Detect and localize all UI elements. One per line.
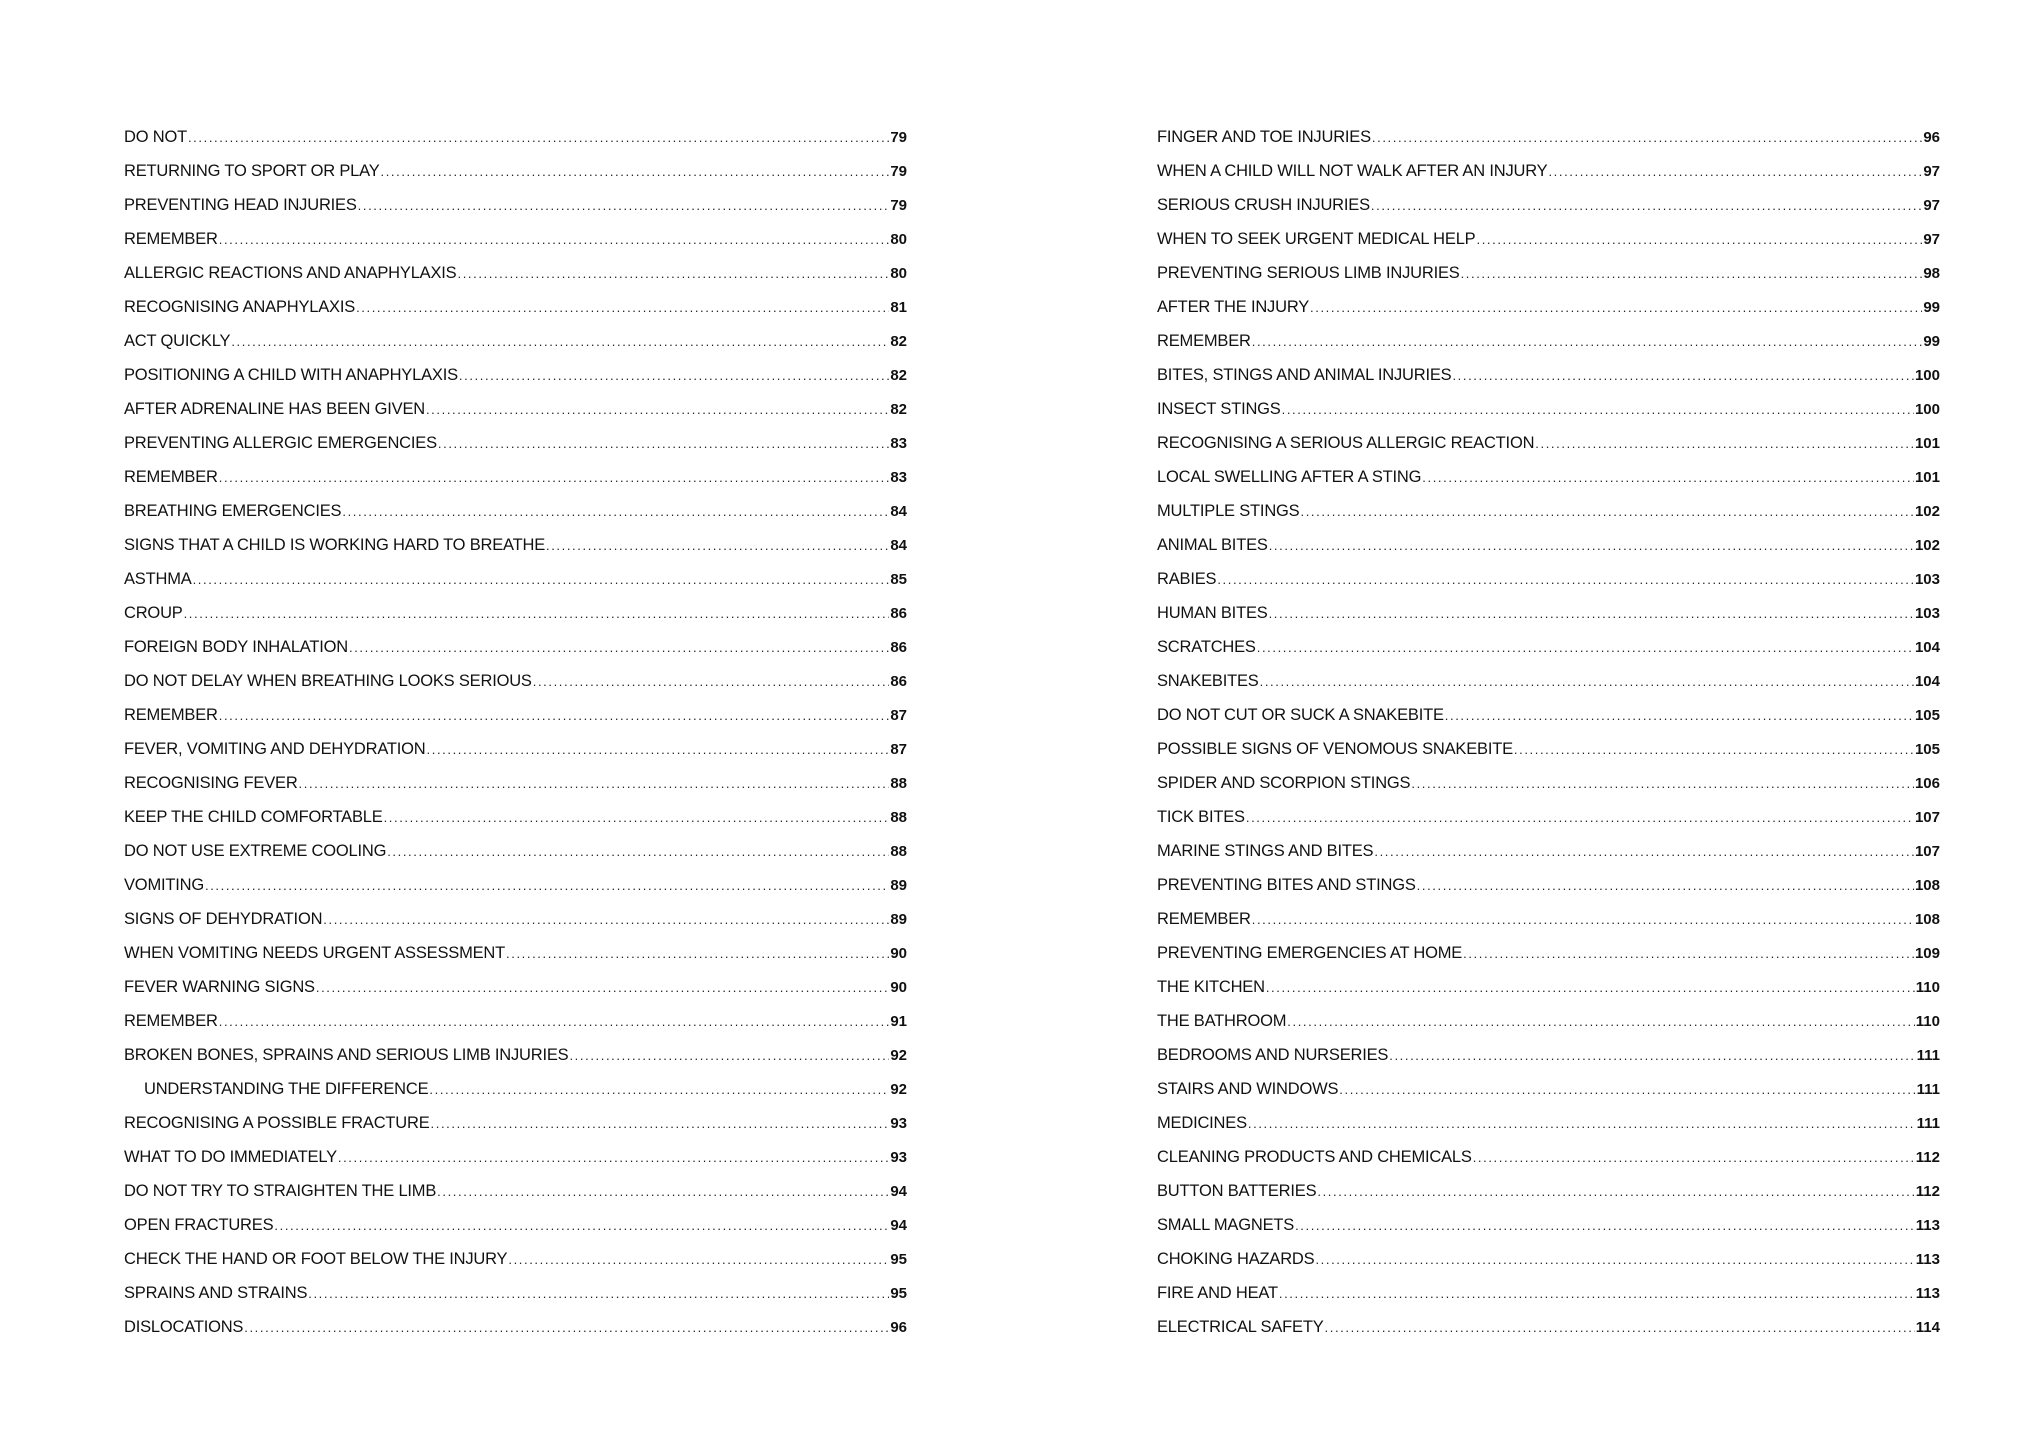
toc-entry[interactable]	[1157, 1208, 1940, 1242]
toc-entry-title: ANIMAL BITES	[1157, 536, 1268, 554]
toc-entry-title: CLEANING PRODUCTS AND CHEMICALS	[1157, 1148, 1472, 1166]
toc-entry-page-number: 94	[890, 1183, 907, 1200]
toc-entry-title: SPRAINS AND STRAINS	[124, 1284, 308, 1302]
toc-entry-page-number: 105	[1914, 741, 1940, 758]
dot-leader	[1310, 291, 1922, 325]
toc-entry[interactable]	[1157, 630, 1940, 664]
toc-entry-title: REMEMBER	[1157, 332, 1251, 350]
toc-entry-title: ELECTRICAL SAFETY	[1157, 1318, 1324, 1336]
toc-entry-page-number: 79	[890, 163, 907, 180]
dot-leader	[1463, 937, 1914, 971]
toc-entry-page-number: 79	[890, 129, 907, 146]
toc-entry-title: WHEN A CHILD WILL NOT WALK AFTER AN INJURY	[1157, 162, 1548, 180]
toc-entry-page-number: 95	[890, 1251, 907, 1268]
toc-entry[interactable]	[1157, 800, 1940, 834]
toc-entry-title: CHOKING HAZARDS	[1157, 1250, 1315, 1268]
dot-leader	[356, 291, 889, 325]
toc-entry-title: WHEN TO SEEK URGENT MEDICAL HELP	[1157, 230, 1476, 248]
dot-leader	[431, 1107, 890, 1141]
toc-entry-title: FOREIGN BODY INHALATION	[124, 638, 348, 656]
toc-entry-title: INSECT STINGS	[1157, 400, 1281, 418]
toc-entry[interactable]	[124, 154, 907, 188]
toc-entry-page-number: 105	[1914, 707, 1940, 724]
toc-entry[interactable]	[1157, 358, 1940, 392]
dot-leader	[438, 427, 889, 461]
dot-leader	[308, 1277, 889, 1311]
dot-leader	[1287, 1005, 1915, 1039]
toc-entry-title: REMEMBER	[124, 468, 218, 486]
toc-entry-title: DO NOT TRY TO STRAIGHTEN THE LIMB	[124, 1182, 437, 1200]
toc-entry-title: SIGNS THAT A CHILD IS WORKING HARD TO BREATHE	[124, 536, 545, 554]
toc-entry-title: LOCAL SWELLING AFTER A STING	[1157, 468, 1422, 486]
toc-entry-page-number: 80	[890, 231, 907, 248]
toc-entry-page-number: 101	[1914, 469, 1940, 486]
dot-leader	[274, 1209, 889, 1243]
toc-entry-page-number: 113	[1915, 1285, 1940, 1302]
toc-entry-page-number: 111	[1916, 1115, 1940, 1132]
toc-entry[interactable]	[1157, 1038, 1940, 1072]
dot-leader	[1260, 665, 1914, 699]
toc-entry-page-number: 88	[890, 775, 907, 792]
toc-entry-title: DO NOT USE EXTREME COOLING	[124, 842, 387, 860]
dot-leader	[533, 665, 890, 699]
toc-entry[interactable]	[1157, 596, 1940, 630]
toc-entry-page-number: 106	[1914, 775, 1940, 792]
toc-entry-page-number: 103	[1914, 571, 1940, 588]
toc-entry[interactable]	[1157, 290, 1940, 324]
toc-entry[interactable]	[124, 1310, 907, 1344]
toc-entry[interactable]	[1157, 1004, 1940, 1038]
toc-entry-title: RECOGNISING A POSSIBLE FRACTURE	[124, 1114, 430, 1132]
toc-entry[interactable]	[124, 222, 907, 256]
dot-leader	[1317, 1175, 1914, 1209]
toc-entry-page-number: 92	[890, 1081, 907, 1098]
toc-entry-page-number: 79	[890, 197, 907, 214]
toc-entry[interactable]	[124, 358, 907, 392]
dot-leader	[1461, 257, 1923, 291]
toc-entry-title: PREVENTING SERIOUS LIMB INJURIES	[1157, 264, 1460, 282]
toc-entry-title: PREVENTING BITES AND STINGS	[1157, 876, 1416, 894]
toc-entry-title: MEDICINES	[1157, 1114, 1247, 1132]
toc-entry-title: HUMAN BITES	[1157, 604, 1268, 622]
toc-entry-title: FEVER WARNING SIGNS	[124, 978, 315, 996]
toc-entry[interactable]	[1157, 732, 1940, 766]
toc-entry-page-number: 111	[1916, 1081, 1940, 1098]
toc-entry-title: PREVENTING EMERGENCIES AT HOME	[1157, 944, 1463, 962]
toc-entry-page-number: 112	[1915, 1149, 1940, 1166]
toc-entry[interactable]	[1157, 936, 1940, 970]
toc-entry-page-number: 83	[890, 435, 907, 452]
toc-entry-page-number: 86	[890, 639, 907, 656]
dot-leader	[1535, 427, 1914, 461]
toc-entry-page-number: 114	[1915, 1319, 1940, 1336]
toc-entry-page-number: 83	[890, 469, 907, 486]
toc-entry-title: KEEP THE CHILD COMFORTABLE	[124, 808, 383, 826]
toc-entry-title: POSSIBLE SIGNS OF VENOMOUS SNAKEBITE	[1157, 740, 1513, 758]
dot-leader	[1389, 1039, 1915, 1073]
toc-entry[interactable]	[1157, 494, 1940, 528]
toc-entry[interactable]	[1157, 664, 1940, 698]
dot-leader	[1339, 1073, 1915, 1107]
toc-entry[interactable]	[1157, 1072, 1940, 1106]
toc-entry[interactable]	[124, 290, 907, 324]
toc-entry[interactable]	[124, 1072, 907, 1106]
toc-entry[interactable]	[1157, 426, 1940, 460]
toc-entry-title: CHECK THE HAND OR FOOT BELOW THE INJURY	[124, 1250, 508, 1268]
dot-leader	[429, 1073, 889, 1107]
toc-entry-page-number: 88	[890, 843, 907, 860]
toc-entry-page-number: 100	[1914, 367, 1940, 384]
toc-entry[interactable]	[1157, 902, 1940, 936]
toc-entry-page-number: 103	[1914, 605, 1940, 622]
toc-entry-page-number: 96	[1923, 129, 1940, 146]
toc-entry[interactable]	[124, 460, 907, 494]
toc-entry[interactable]	[1157, 1140, 1940, 1174]
dot-leader	[349, 631, 889, 665]
toc-entry-title: RECOGNISING ANAPHYLAXIS	[124, 298, 356, 316]
toc-entry-page-number: 99	[1923, 299, 1940, 316]
toc-entry-title: WHAT TO DO IMMEDIATELY	[124, 1148, 337, 1166]
toc-entry[interactable]	[124, 936, 907, 970]
dot-leader	[1269, 597, 1914, 631]
toc-entry-title: CROUP	[124, 604, 183, 622]
toc-entry-page-number: 86	[890, 673, 907, 690]
toc-entry-title: STAIRS AND WINDOWS	[1157, 1080, 1339, 1098]
toc-entry[interactable]	[124, 256, 907, 290]
dot-leader	[546, 529, 889, 563]
dot-leader	[384, 801, 890, 835]
toc-entry[interactable]	[124, 902, 907, 936]
dot-leader	[1217, 563, 1914, 597]
toc-entry[interactable]	[124, 324, 907, 358]
toc-entry-title: MULTIPLE STINGS	[1157, 502, 1300, 520]
toc-entry-title: BROKEN BONES, SPRAINS AND SERIOUS LIMB INJURIES	[124, 1046, 569, 1064]
toc-entry-title: ASTHMA	[124, 570, 192, 588]
toc-entry[interactable]	[124, 800, 907, 834]
toc-entry-title: THE BATHROOM	[1157, 1012, 1287, 1030]
dot-leader	[1252, 903, 1914, 937]
dot-leader	[1473, 1141, 1915, 1175]
dot-leader	[506, 937, 889, 971]
dot-leader	[1422, 461, 1914, 495]
dot-leader	[338, 1141, 889, 1175]
toc-entry[interactable]	[1157, 970, 1940, 1004]
toc-entry-page-number: 93	[890, 1149, 907, 1166]
toc-entry-title: MARINE STINGS AND BITES	[1157, 842, 1374, 860]
toc-entry-title: RECOGNISING FEVER	[124, 774, 298, 792]
toc-entry[interactable]	[1157, 528, 1940, 562]
toc-entry-title: FEVER, VOMITING AND DEHYDRATION	[124, 740, 426, 758]
toc-entry-page-number: 88	[890, 809, 907, 826]
dot-leader	[1295, 1209, 1915, 1243]
toc-entry-title: VOMITING	[124, 876, 204, 894]
dot-leader	[184, 597, 890, 631]
dot-leader	[1315, 1243, 1914, 1277]
dot-leader	[1514, 733, 1914, 767]
toc-entry[interactable]	[124, 1140, 907, 1174]
toc-entry-title: REMEMBER	[1157, 910, 1251, 928]
toc-entry-title: REMEMBER	[124, 230, 218, 248]
toc-entry-title: FIRE AND HEAT	[1157, 1284, 1278, 1302]
toc-entry-title: AFTER THE INJURY	[1157, 298, 1310, 316]
toc-entry-title: FINGER AND TOE INJURIES	[1157, 128, 1371, 146]
dot-leader	[508, 1243, 889, 1277]
dot-leader	[358, 189, 890, 223]
toc-entry[interactable]	[124, 1276, 907, 1310]
toc-entry[interactable]	[1157, 1310, 1940, 1344]
toc-entry[interactable]	[1157, 188, 1940, 222]
toc-entry-title: RABIES	[1157, 570, 1217, 588]
toc-entry-page-number: 113	[1915, 1217, 1940, 1234]
dot-leader	[387, 835, 889, 869]
dot-leader	[1548, 155, 1922, 189]
toc-entry-title: UNDERSTANDING THE DIFFERENCE	[144, 1080, 429, 1098]
toc-entry-page-number: 91	[890, 1013, 907, 1030]
toc-entry[interactable]	[1157, 698, 1940, 732]
toc-entry-page-number: 98	[1923, 265, 1940, 282]
toc-entry-page-number: 108	[1914, 911, 1940, 928]
dot-leader	[1246, 801, 1914, 835]
toc-entry[interactable]	[124, 766, 907, 800]
dot-leader	[1371, 189, 1922, 223]
dot-leader	[1257, 631, 1914, 665]
toc-entry-page-number: 90	[890, 945, 907, 962]
dot-leader	[1411, 767, 1914, 801]
toc-entry-page-number: 84	[890, 503, 907, 520]
toc-entry-page-number: 90	[890, 979, 907, 996]
toc-entry[interactable]	[124, 188, 907, 222]
toc-entry[interactable]	[124, 868, 907, 902]
toc-entry-page-number: 89	[890, 911, 907, 928]
toc-entry-page-number: 110	[1915, 979, 1940, 996]
toc-entry-page-number: 108	[1914, 877, 1940, 894]
toc-entry-title: RECOGNISING A SERIOUS ALLERGIC REACTION	[1157, 434, 1535, 452]
toc-entry-page-number: 102	[1914, 537, 1940, 554]
toc-entry-page-number: 109	[1914, 945, 1940, 962]
toc-entry-title: ACT QUICKLY	[124, 332, 231, 350]
dot-leader	[437, 1175, 889, 1209]
toc-entry-title: REMEMBER	[124, 1012, 218, 1030]
toc-entry-title: DO NOT CUT OR SUCK A SNAKEBITE	[1157, 706, 1444, 724]
toc-entry-page-number: 82	[890, 401, 907, 418]
toc-entry[interactable]	[1157, 1174, 1940, 1208]
toc-entry[interactable]	[124, 1004, 907, 1038]
dot-leader	[219, 699, 890, 733]
toc-entry[interactable]	[124, 630, 907, 664]
toc-right-column	[1157, 120, 1940, 1344]
toc-entry[interactable]	[1157, 222, 1940, 256]
toc-entry[interactable]	[124, 120, 907, 154]
toc-entry-title: SERIOUS CRUSH INJURIES	[1157, 196, 1370, 214]
dot-leader	[219, 1005, 890, 1039]
toc-entry-page-number: 84	[890, 537, 907, 554]
dot-leader	[205, 869, 889, 903]
toc-entry[interactable]	[124, 1208, 907, 1242]
toc-entry[interactable]	[1157, 766, 1940, 800]
toc-entry-title: PREVENTING HEAD INJURIES	[124, 196, 357, 214]
toc-entry[interactable]	[124, 834, 907, 868]
toc-entry-title: POSITIONING A CHILD WITH ANAPHYLAXIS	[124, 366, 458, 384]
toc-entry-page-number: 81	[890, 299, 907, 316]
dot-leader	[1266, 971, 1915, 1005]
toc-entry-page-number: 82	[890, 333, 907, 350]
toc-entry[interactable]	[124, 426, 907, 460]
toc-entry-page-number: 87	[890, 707, 907, 724]
toc-entry[interactable]	[124, 392, 907, 426]
toc-entry-title: SIGNS OF DEHYDRATION	[124, 910, 323, 928]
toc-entry-page-number: 89	[890, 877, 907, 894]
dot-leader	[457, 257, 889, 291]
toc-entry[interactable]	[124, 1242, 907, 1276]
toc-entry-page-number: 107	[1914, 843, 1940, 860]
toc-entry-title: RETURNING TO SPORT OR PLAY	[124, 162, 380, 180]
toc-entry[interactable]	[124, 1106, 907, 1140]
toc-entry-page-number: 104	[1914, 639, 1940, 656]
toc-entry-page-number: 80	[890, 265, 907, 282]
toc-entry[interactable]	[124, 1038, 907, 1072]
toc-entry-title: AFTER ADRENALINE HAS BEEN GIVEN	[124, 400, 425, 418]
dot-leader	[1445, 699, 1914, 733]
toc-entry[interactable]	[124, 732, 907, 766]
dot-leader	[381, 155, 890, 189]
toc-entry-page-number: 113	[1915, 1251, 1940, 1268]
dot-leader	[1417, 869, 1914, 903]
toc-entry[interactable]	[124, 664, 907, 698]
toc-entry-title: DO NOT DELAY WHEN BREATHING LOOKS SERIOUS	[124, 672, 532, 690]
toc-entry-title: SNAKEBITES	[1157, 672, 1259, 690]
toc-entry-page-number: 97	[1923, 197, 1940, 214]
toc-entry[interactable]	[1157, 868, 1940, 902]
toc-entry[interactable]	[1157, 324, 1940, 358]
toc-entry[interactable]	[1157, 392, 1940, 426]
dot-leader	[1248, 1107, 1916, 1141]
toc-entry-title: DO NOT	[124, 128, 187, 146]
toc-entry[interactable]	[1157, 154, 1940, 188]
dot-leader	[316, 971, 889, 1005]
toc-entry-page-number: 92	[890, 1047, 907, 1064]
toc-entry-page-number: 87	[890, 741, 907, 758]
toc-entry-title: SCRATCHES	[1157, 638, 1256, 656]
dot-leader	[219, 461, 890, 495]
toc-entry-page-number: 85	[890, 571, 907, 588]
toc-entry-title: SPIDER AND SCORPION STINGS	[1157, 774, 1411, 792]
toc-entry-page-number: 112	[1915, 1183, 1940, 1200]
toc-entry-page-number: 111	[1916, 1047, 1940, 1064]
dot-leader	[188, 121, 889, 155]
toc-entry[interactable]	[124, 1174, 907, 1208]
dot-leader	[1300, 495, 1913, 529]
toc-entry-title: REMEMBER	[124, 706, 218, 724]
toc-entry-title: TICK BITES	[1157, 808, 1245, 826]
toc-entry-title: OPEN FRACTURES	[124, 1216, 274, 1234]
toc-entry[interactable]	[1157, 120, 1940, 154]
toc-entry-page-number: 93	[890, 1115, 907, 1132]
toc-entry-title: BUTTON BATTERIES	[1157, 1182, 1317, 1200]
toc-entry-title: BREATHING EMERGENCIES	[124, 502, 342, 520]
toc-entry[interactable]	[1157, 1242, 1940, 1276]
dot-leader	[342, 495, 889, 529]
toc-entry-title: THE KITCHEN	[1157, 978, 1265, 996]
dot-leader	[244, 1311, 889, 1345]
dot-leader	[193, 563, 890, 597]
dot-leader	[1325, 1311, 1915, 1345]
toc-entry[interactable]	[124, 562, 907, 596]
dot-leader	[1452, 359, 1914, 393]
dot-leader	[1476, 223, 1922, 257]
dot-leader	[1279, 1277, 1915, 1311]
toc-entry[interactable]	[124, 596, 907, 630]
toc-entry-title: SMALL MAGNETS	[1157, 1216, 1295, 1234]
toc-entry-page-number: 97	[1923, 231, 1940, 248]
toc-entry-page-number: 94	[890, 1217, 907, 1234]
toc-entry[interactable]	[1157, 460, 1940, 494]
dot-leader	[1282, 393, 1914, 427]
toc-entry-page-number: 82	[890, 367, 907, 384]
toc-entry[interactable]	[1157, 562, 1940, 596]
dot-leader	[323, 903, 889, 937]
toc-entry[interactable]	[124, 698, 907, 732]
toc-entry-page-number: 96	[890, 1319, 907, 1336]
toc-entry-page-number: 100	[1914, 401, 1940, 418]
toc-entry[interactable]	[1157, 1276, 1940, 1310]
toc-entry[interactable]	[124, 528, 907, 562]
toc-entry-page-number: 110	[1915, 1013, 1940, 1030]
toc-entry-page-number: 97	[1923, 163, 1940, 180]
dot-leader	[427, 733, 890, 767]
dot-leader	[1269, 529, 1914, 563]
toc-entry-title: BEDROOMS AND NURSERIES	[1157, 1046, 1389, 1064]
toc-entry[interactable]	[1157, 256, 1940, 290]
dot-leader	[426, 393, 889, 427]
toc-entry[interactable]	[124, 970, 907, 1004]
toc-left-column	[124, 120, 907, 1344]
dot-leader	[1252, 325, 1923, 359]
toc-entry[interactable]	[1157, 1106, 1940, 1140]
toc-entry-title: BITES, STINGS AND ANIMAL INJURIES	[1157, 366, 1452, 384]
toc-entry[interactable]	[1157, 834, 1940, 868]
toc-entry-page-number: 95	[890, 1285, 907, 1302]
toc-entry-page-number: 101	[1914, 435, 1940, 452]
toc-entry[interactable]	[124, 494, 907, 528]
dot-leader	[1374, 835, 1914, 869]
toc-entry-title: WHEN VOMITING NEEDS URGENT ASSESSMENT	[124, 944, 506, 962]
toc-entry-title: DISLOCATIONS	[124, 1318, 244, 1336]
toc-entry-page-number: 104	[1914, 673, 1940, 690]
dot-leader	[299, 767, 890, 801]
toc-entry-page-number: 99	[1923, 333, 1940, 350]
toc-entry-title: ALLERGIC REACTIONS AND ANAPHYLAXIS	[124, 264, 457, 282]
toc-entry-page-number: 86	[890, 605, 907, 622]
dot-leader	[459, 359, 889, 393]
dot-leader	[1372, 121, 1922, 155]
toc-entry-page-number: 107	[1914, 809, 1940, 826]
toc-entry-page-number: 102	[1914, 503, 1940, 520]
dot-leader	[231, 325, 889, 359]
dot-leader	[569, 1039, 889, 1073]
dot-leader	[219, 223, 890, 257]
toc-entry-title: PREVENTING ALLERGIC EMERGENCIES	[124, 434, 437, 452]
